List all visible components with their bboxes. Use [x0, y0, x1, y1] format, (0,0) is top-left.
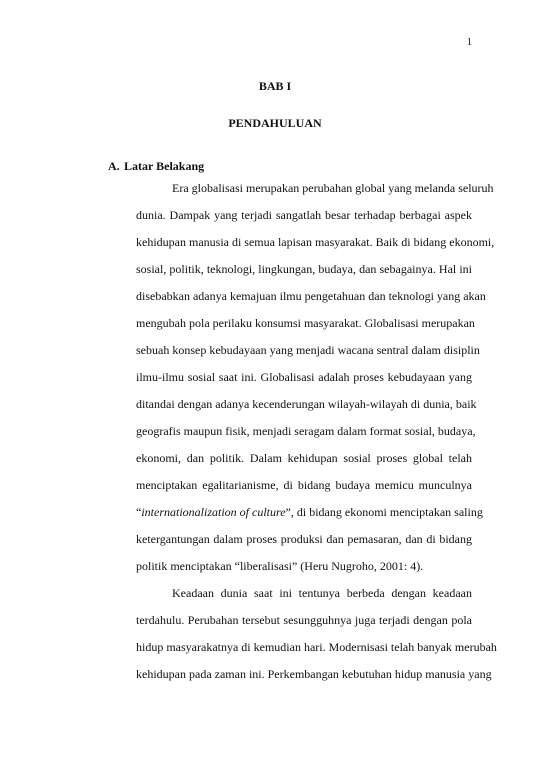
paragraph-1-line: politik menciptakan “liberalisasi” (Heru Nugroho, 2001: 4). [136, 559, 424, 573]
paragraph-1-line: menciptakan egalitarianisme, di bidang budaya memicu munculnya [136, 478, 472, 492]
paragraph-1-line: “internationalization of culture”, di bidang ekonomi menciptakan saling [136, 505, 483, 519]
page-number: 1 [466, 37, 472, 48]
paragraph-2-line: kehidupan pada zaman ini. Perkembangan kebutuhan hidup manusia yang [136, 667, 492, 681]
paragraph-1-line: geografis maupun fisik, menjadi seragam dalam format sosial, budaya, [136, 424, 476, 438]
paragraph-1-line: dunia. Dampak yang terjadi sangatlah besar terhadap berbagai aspek [136, 208, 472, 222]
paragraph-1-line: disebabkan adanya kemajuan ilmu pengetahuan dan teknologi yang akan [136, 289, 486, 303]
paragraph-1-line: ketergantungan dalam proses produksi dan pemasaran, dan di bidang [136, 532, 472, 546]
paragraph-2-line: Keadaan dunia saat ini tentunya berbeda dengan keadaan [172, 586, 472, 600]
paragraph-1-line: mengubah pola perilaku konsumsi masyarakat. Globalisasi merupakan [136, 316, 475, 330]
paragraph-1-line: ekonomi, dan politik. Dalam kehidupan sosial proses global telah [136, 451, 472, 465]
paragraph-1-line: kehidupan manusia di semua lapisan masyarakat. Baik di bidang ekonomi, [136, 235, 495, 249]
paragraph-1-line: ilmu-ilmu sosial saat ini. Globalisasi adalah proses kebudayaan yang [136, 370, 472, 384]
paragraph-1-line: ditandai dengan adanya kecenderungan wilayah-wilayah di dunia, baik [136, 397, 477, 411]
chapter-label: BAB I [258, 79, 292, 93]
chapter-title: PENDAHULUAN [228, 116, 322, 130]
paragraph-1-line: sebuah konsep kebudayaan yang menjadi wacana sentral dalam disiplin [136, 343, 480, 357]
section-number: A. [108, 159, 120, 173]
paragraph-2-line: terdahulu. Perubahan tersebut sesungguhnya juga terjadi dengan pola [136, 613, 472, 627]
section-heading [108, 159, 204, 174]
paragraph-1-line: sosial, politik, teknologi, lingkungan, budaya, dan sebagainya. Hal ini [136, 262, 472, 276]
paragraph-1-line: Era globalisasi merupakan perubahan global yang melanda seluruh [172, 181, 494, 195]
section-title: Latar Belakang [124, 159, 205, 173]
paragraph-2-line: hidup masyarakatnya di kemudian hari. Modernisasi telah banyak merubah [136, 640, 497, 654]
